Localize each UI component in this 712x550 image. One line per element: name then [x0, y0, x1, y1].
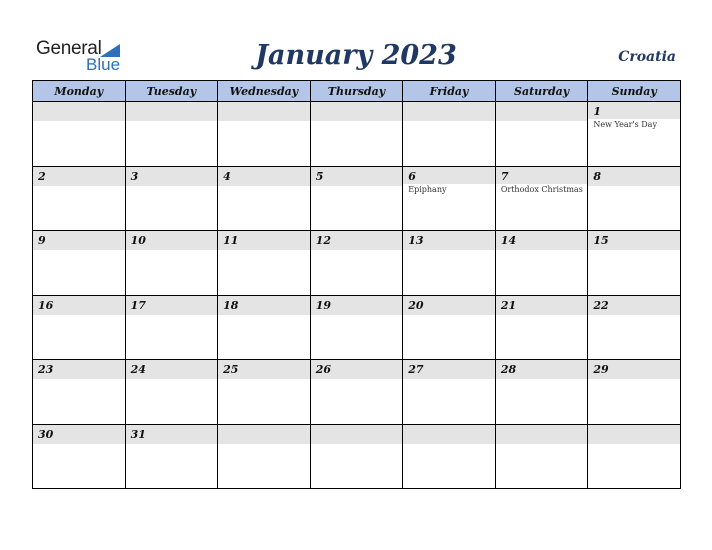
day-cell [310, 360, 403, 425]
day-cell [125, 295, 218, 360]
day-number-bar [311, 102, 403, 121]
day-cell [588, 360, 681, 425]
day-number-bar [311, 360, 403, 379]
day-number-bar [403, 102, 495, 121]
day-number-bar [218, 425, 310, 444]
day-number-bar [126, 360, 218, 379]
day-number: 10 [130, 234, 146, 247]
day-number: 8 [593, 169, 602, 183]
day-number: 9 [38, 234, 46, 247]
day-number-bar [126, 167, 218, 186]
day-number: 28 [500, 363, 517, 376]
day-cell [218, 360, 311, 425]
day-cell [495, 360, 588, 425]
weekday-header: Tuesday [125, 81, 218, 102]
day-number-bar [33, 231, 125, 250]
day-number: 29 [593, 363, 609, 376]
day-number-bar [218, 167, 310, 186]
day-number: 5 [315, 169, 324, 183]
day-cell [33, 231, 126, 296]
day-number-bar [311, 425, 403, 444]
week-row [33, 166, 681, 231]
day-cell [495, 424, 588, 489]
day-number: 18 [223, 298, 239, 312]
day-number: 19 [315, 298, 331, 312]
day-number-bar [218, 360, 310, 379]
day-cell [218, 102, 311, 167]
day-cell [588, 295, 681, 360]
day-cell [310, 424, 403, 489]
day-cell [125, 231, 218, 296]
day-number: 12 [315, 234, 331, 247]
day-number-bar [496, 231, 588, 250]
calendar-title: January 2023 [255, 40, 457, 71]
day-cell [588, 231, 681, 296]
calendar-grid [32, 80, 681, 489]
day-cell [495, 295, 588, 360]
day-number-bar [403, 360, 495, 379]
day-number-bar [33, 296, 125, 315]
day-number-bar [33, 102, 125, 121]
day-cell [218, 231, 311, 296]
day-number-bar [588, 360, 680, 379]
week-row [33, 360, 681, 425]
day-number: 17 [130, 298, 146, 312]
day-number: 6 [408, 169, 416, 183]
day-number: 25 [223, 363, 239, 376]
day-number: 22 [593, 298, 609, 312]
day-number: 2 [38, 169, 46, 183]
day-cell [495, 166, 588, 231]
weekday-header: Monday [33, 81, 126, 102]
weekday-header: Friday [403, 81, 496, 102]
day-number: 23 [38, 363, 54, 376]
day-cell [125, 360, 218, 425]
day-number: 3 [130, 169, 139, 183]
day-cell [218, 166, 311, 231]
day-cell [495, 231, 588, 296]
day-cell [218, 295, 311, 360]
day-cell [403, 360, 496, 425]
week-row [33, 231, 681, 296]
logo-text-general: General [36, 38, 102, 59]
weekday-header: Sunday [588, 81, 681, 102]
day-cell [403, 102, 496, 167]
holiday-label: Orthodox Christmas [500, 184, 583, 194]
day-number-bar [403, 231, 495, 250]
weekday-header-row [33, 81, 681, 102]
day-cell [403, 424, 496, 489]
day-cell [403, 231, 496, 296]
day-number-bar [403, 167, 495, 184]
day-cell [33, 424, 126, 489]
day-number: 30 [38, 427, 54, 441]
day-cell [310, 166, 403, 231]
day-cell [403, 295, 496, 360]
day-number-bar [218, 102, 310, 121]
country-name: Croatia [618, 49, 676, 65]
holiday-label: Epiphany [408, 184, 447, 194]
day-number-bar [496, 102, 588, 121]
day-number: 16 [38, 298, 54, 312]
day-number-bar [588, 296, 680, 315]
day-number: 26 [315, 363, 331, 376]
day-number: 14 [500, 234, 517, 247]
day-number-bar [33, 360, 125, 379]
day-cell [588, 166, 681, 231]
day-number-bar [496, 296, 588, 315]
day-cell [218, 424, 311, 489]
day-number-bar [588, 102, 680, 119]
day-number-bar [496, 167, 588, 184]
weekday-header: Saturday [495, 81, 588, 102]
holiday-label: New Year's Day [593, 120, 657, 129]
day-number-bar [496, 360, 588, 379]
day-number: 11 [223, 234, 239, 247]
day-cell [403, 166, 496, 231]
day-number-bar [588, 167, 680, 186]
day-cell [310, 102, 403, 167]
weekday-header: Thursday [310, 81, 403, 102]
day-cell [33, 360, 126, 425]
day-number: 1 [593, 105, 602, 118]
day-number: 27 [408, 363, 424, 376]
calendar-body [33, 102, 681, 489]
week-row [33, 295, 681, 360]
day-number: 21 [500, 298, 517, 312]
day-cell [495, 102, 588, 167]
day-number: 24 [130, 363, 146, 376]
day-number-bar [126, 425, 218, 444]
day-cell [33, 295, 126, 360]
day-cell [33, 102, 126, 167]
week-row [33, 102, 681, 167]
day-number-bar [311, 296, 403, 315]
day-number-bar [126, 231, 218, 250]
day-cell [125, 166, 218, 231]
day-cell [310, 295, 403, 360]
day-cell [588, 424, 681, 489]
day-cell [33, 166, 126, 231]
week-row [33, 424, 681, 489]
day-number: 4 [223, 169, 231, 183]
day-number: 15 [593, 234, 609, 247]
day-cell [125, 102, 218, 167]
weekday-header: Wednesday [218, 81, 311, 102]
day-number-bar [126, 102, 218, 121]
day-number-bar [403, 296, 495, 315]
day-number: 31 [130, 427, 146, 441]
day-number-bar [218, 231, 310, 250]
day-number-bar [218, 296, 310, 315]
day-number-bar [33, 167, 125, 186]
day-number-bar [496, 425, 588, 444]
logo-text-blue: Blue [86, 55, 121, 74]
day-number-bar [311, 231, 403, 250]
day-cell [310, 231, 403, 296]
day-number-bar [403, 425, 495, 444]
day-number-bar [311, 167, 403, 186]
day-cell [125, 424, 218, 489]
day-number-bar [126, 296, 218, 315]
day-number-bar [33, 425, 125, 444]
day-number: 20 [408, 298, 424, 312]
day-number: 13 [408, 234, 424, 247]
day-number-bar [588, 231, 680, 250]
day-number-bar [588, 425, 680, 444]
day-cell [588, 102, 681, 167]
day-number: 7 [500, 169, 509, 183]
